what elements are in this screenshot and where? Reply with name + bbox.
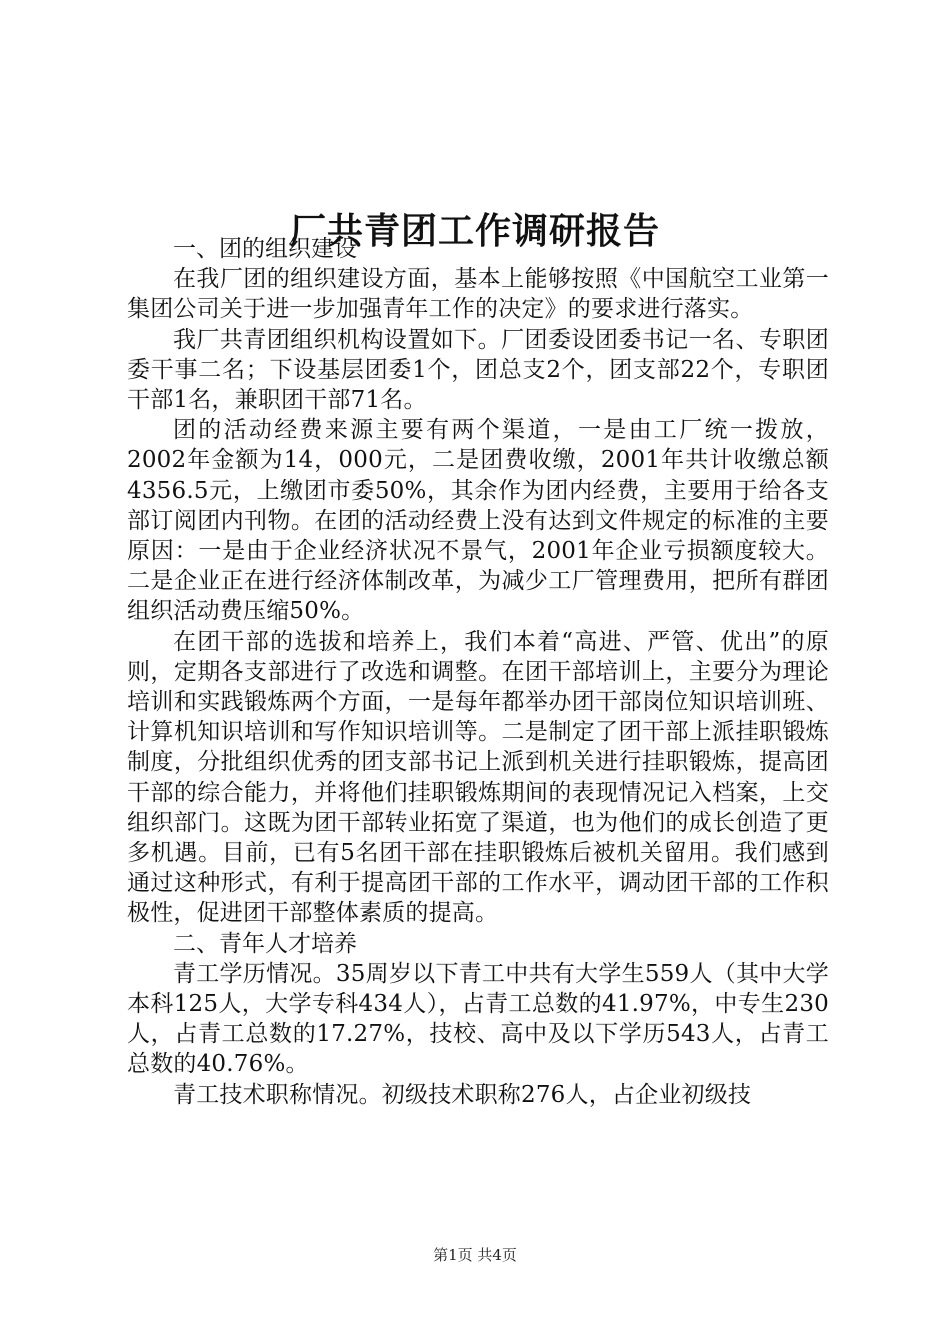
paragraph: 在我厂团的组织建设方面，基本上能够按照《中国航空工业第一集团公司关于进一步加强青年工作的决定》的要求进行落实。: [127, 266, 829, 323]
document-body: [127, 234, 829, 1110]
paragraph: 我厂共青团组织机构设置如下。厂团委设团委书记一名、专职团委干事二名；下设基层团委1个，团总支2个，团支部22个，专职团干部1名，兼职团干部71名。: [127, 326, 829, 414]
page-footer: 第1页 共4页: [433, 1246, 517, 1264]
section-heading-talent: 二、青年人才培养: [173, 930, 357, 957]
section-heading-organization: 一、团的组织建设: [173, 236, 357, 262]
paragraph: 在团干部的选拔和培养上，我们本着“高进、严管、优出”的原则，定期各支部进行了改选和调整。在团干部培训上，主要分为理论培训和实践锻炼两个方面，一是每年都举办团干部岗位知识培训班、计算机知识培训和写作知识培训等。二是制定了团干部上派挂职锻炼制度，分批组织优秀的团支部书记上派到机关进行挂职锻炼，提高团干部的综合能力，并将他们挂职锻炼期间的表现情况记入档案，上交组织部门。这既为团干部转业拓宽了渠道，也为他们的成长创造了更多机遇。目前，已有5名团干部在挂职锻炼后被机关留用。我们感到通过这种形式，有利于提高团干部的工作水平，调动团干部的工作积极性，促进团干部整体素质的提高。: [127, 628, 829, 927]
document-title: 厂共青团工作调研报告: [289, 210, 660, 253]
paragraph: 青工学历情况。35周岁以下青工中共有大学生559人（其中大学本科125人，大学专科434人），占青工总数的41.97%，中专生230人，占青工总数的17.27%，技校、高中及以下学历543人，占青工总数的40.76%。: [127, 960, 829, 1078]
paragraph: 团的活动经费来源主要有两个渠道，一是由工厂统一拨放，2002年金额为14，000元，二是团费收缴，2001年共计收缴总额4356.5元，上缴团市委50%，其余作为团内经费，主要用于给各支部订阅团内刊物。在团的活动经费上没有达到文件规定的标准的主要原因：一是由于企业经济状况不景气，2001年企业亏损额度较大。二是企业正在进行经济体制改革，为减少工厂管理费用，把所有群团组织活动费压缩50%。: [127, 417, 829, 625]
paragraph: 青工技术职称情况。初级技术职称276人，占企业初级技: [173, 1081, 752, 1108]
